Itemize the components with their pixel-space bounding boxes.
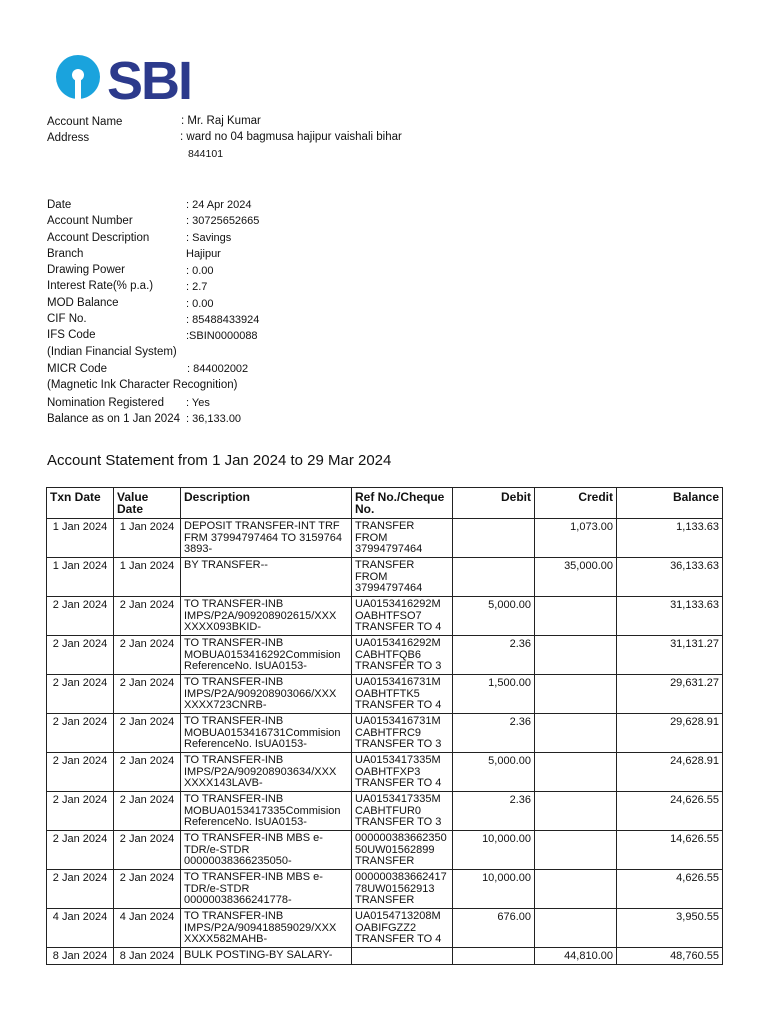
detail-value: : 36,133.00 bbox=[186, 413, 242, 425]
cell-value-date: 4 Jan 2024 bbox=[114, 909, 181, 948]
cell-value-date: 2 Jan 2024 bbox=[114, 636, 181, 675]
cell-txn-date: 2 Jan 2024 bbox=[47, 714, 114, 753]
cell-ref-no: TRANSFER FROM 37994797464 bbox=[352, 519, 453, 558]
cell-description: BULK POSTING-BY SALARY- bbox=[181, 948, 352, 965]
detail-value: : 85488433924 bbox=[186, 314, 260, 326]
cell-txn-date: 2 Jan 2024 bbox=[47, 675, 114, 714]
header-txn-date: Txn Date bbox=[47, 488, 114, 519]
cell-value-date: 2 Jan 2024 bbox=[114, 753, 181, 792]
cell-description: TO TRANSFER-INB MOBUA0153416731Commision ReferenceNo. IsUA0153- bbox=[181, 714, 352, 753]
detail-value: : Savings bbox=[186, 232, 232, 244]
cell-balance: 31,131.27 bbox=[617, 636, 723, 675]
table-row bbox=[47, 870, 723, 909]
table-row bbox=[47, 636, 723, 675]
detail-label: (Indian Financial System) bbox=[47, 346, 177, 358]
cell-balance: 36,133.63 bbox=[617, 558, 723, 597]
detail-label: MICR Code bbox=[47, 363, 108, 375]
detail-label: Date bbox=[47, 199, 72, 211]
cell-debit bbox=[453, 558, 535, 597]
cell-balance: 24,626.55 bbox=[617, 792, 723, 831]
cell-credit bbox=[535, 675, 617, 714]
header-ref-no: Ref No./Cheque No. bbox=[352, 488, 453, 519]
cell-value-date: 2 Jan 2024 bbox=[114, 714, 181, 753]
address-line-1: : ward no 04 bagmusa hajipur vaishali bihar bbox=[180, 131, 402, 143]
detail-value: : 0.00 bbox=[186, 265, 214, 277]
table-row bbox=[47, 948, 723, 965]
cell-description: TO TRANSFER-INB MOBUA0153416292Commision ReferenceNo. IsUA0153- bbox=[181, 636, 352, 675]
cell-description: BY TRANSFER-- bbox=[181, 558, 352, 597]
cell-ref-no: UA0153416731M OABHTFTK5 TRANSFER TO 4 bbox=[352, 675, 453, 714]
table-row bbox=[47, 831, 723, 870]
header-credit: Credit bbox=[535, 488, 617, 519]
cell-credit bbox=[535, 909, 617, 948]
cell-balance: 4,626.55 bbox=[617, 870, 723, 909]
transactions-body bbox=[47, 519, 723, 965]
cell-debit: 5,000.00 bbox=[453, 597, 535, 636]
cell-txn-date: 1 Jan 2024 bbox=[47, 519, 114, 558]
cell-txn-date: 8 Jan 2024 bbox=[47, 948, 114, 965]
cell-description: TO TRANSFER-INB MBS e- TDR/e-STDR 00000038366241778- bbox=[181, 870, 352, 909]
detail-label: Drawing Power bbox=[47, 264, 125, 276]
cell-credit bbox=[535, 597, 617, 636]
cell-value-date: 2 Jan 2024 bbox=[114, 831, 181, 870]
cell-ref-no: UA0153417335M CABHTFUR0 TRANSFER TO 3 bbox=[352, 792, 453, 831]
table-row bbox=[47, 558, 723, 597]
cell-credit bbox=[535, 792, 617, 831]
table-row bbox=[47, 753, 723, 792]
cell-debit: 676.00 bbox=[453, 909, 535, 948]
cell-value-date: 8 Jan 2024 bbox=[114, 948, 181, 965]
cell-balance: 29,628.91 bbox=[617, 714, 723, 753]
detail-value: : 2.7 bbox=[186, 281, 208, 293]
detail-label: Nomination Registered bbox=[47, 397, 164, 409]
cell-value-date: 1 Jan 2024 bbox=[114, 558, 181, 597]
cell-description: TO TRANSFER-INB IMPS/P2A/909208903066/XXX XXXX723CNRB- bbox=[181, 675, 352, 714]
header-balance: Balance bbox=[617, 488, 723, 519]
cell-debit: 5,000.00 bbox=[453, 753, 535, 792]
header-debit: Debit bbox=[453, 488, 535, 519]
cell-ref-no: UA0153416731M CABHTFRC9 TRANSFER TO 3 bbox=[352, 714, 453, 753]
detail-value: :SBIN0000088 bbox=[186, 330, 258, 342]
cell-description: TO TRANSFER-INB MBS e- TDR/e-STDR 00000038366235050- bbox=[181, 831, 352, 870]
statement-title: Account Statement from 1 Jan 2024 to 29 Mar 2024 bbox=[47, 452, 392, 469]
cell-txn-date: 2 Jan 2024 bbox=[47, 753, 114, 792]
detail-label: Account Description bbox=[47, 232, 150, 244]
header-value-date: Value Date bbox=[114, 488, 181, 519]
table-row bbox=[47, 792, 723, 831]
cell-credit: 44,810.00 bbox=[535, 948, 617, 965]
detail-value: : 844002002 bbox=[187, 363, 249, 375]
table-row bbox=[47, 675, 723, 714]
cell-credit bbox=[535, 636, 617, 675]
cell-balance: 3,950.55 bbox=[617, 909, 723, 948]
sbi-logo bbox=[55, 52, 205, 104]
cell-value-date: 1 Jan 2024 bbox=[114, 519, 181, 558]
detail-value: : 24 Apr 2024 bbox=[186, 199, 252, 211]
cell-description: TO TRANSFER-INB MOBUA0153417335Commision ReferenceNo. IsUA0153- bbox=[181, 792, 352, 831]
cell-ref-no: UA0153417335M OABHTFXP3 TRANSFER TO 4 bbox=[352, 753, 453, 792]
detail-label: CIF No. bbox=[47, 313, 87, 325]
cell-debit: 10,000.00 bbox=[453, 870, 535, 909]
cell-txn-date: 2 Jan 2024 bbox=[47, 792, 114, 831]
cell-credit bbox=[535, 831, 617, 870]
cell-value-date: 2 Jan 2024 bbox=[114, 675, 181, 714]
cell-txn-date: 2 Jan 2024 bbox=[47, 636, 114, 675]
cell-credit bbox=[535, 753, 617, 792]
cell-debit: 10,000.00 bbox=[453, 831, 535, 870]
cell-ref-no: UA0153416292M OABHTFSO7 TRANSFER TO 4 bbox=[352, 597, 453, 636]
detail-label: Branch bbox=[47, 248, 84, 260]
detail-value: : 0.00 bbox=[186, 298, 214, 310]
cell-balance: 14,626.55 bbox=[617, 831, 723, 870]
cell-txn-date: 1 Jan 2024 bbox=[47, 558, 114, 597]
cell-ref-no: 000000383662350 50UW01562899 TRANSFER bbox=[352, 831, 453, 870]
cell-ref-no: TRANSFER FROM 37994797464 bbox=[352, 558, 453, 597]
cell-debit: 2.36 bbox=[453, 792, 535, 831]
account-name-value: : Mr. Raj Kumar bbox=[181, 115, 261, 127]
table-row bbox=[47, 714, 723, 753]
detail-value: Hajipur bbox=[186, 248, 221, 260]
table-row bbox=[47, 519, 723, 558]
cell-txn-date: 2 Jan 2024 bbox=[47, 831, 114, 870]
cell-description: DEPOSIT TRANSFER-INT TRF FRM 37994797464 TO 31597643893- bbox=[181, 519, 352, 558]
table-header-row bbox=[47, 488, 723, 519]
cell-txn-date: 4 Jan 2024 bbox=[47, 909, 114, 948]
detail-label: Balance as on 1 Jan 2024 bbox=[47, 413, 180, 425]
cell-value-date: 2 Jan 2024 bbox=[114, 870, 181, 909]
cell-ref-no bbox=[352, 948, 453, 965]
cell-balance: 31,133.63 bbox=[617, 597, 723, 636]
cell-description: TO TRANSFER-INB IMPS/P2A/909208903634/XXX XXXX143LAVB- bbox=[181, 753, 352, 792]
cell-value-date: 2 Jan 2024 bbox=[114, 792, 181, 831]
cell-debit: 2.36 bbox=[453, 714, 535, 753]
address-label: Address bbox=[47, 132, 90, 144]
cell-debit: 2.36 bbox=[453, 636, 535, 675]
cell-ref-no: UA0153416292M CABHTFQB6 TRANSFER TO 3 bbox=[352, 636, 453, 675]
cell-txn-date: 2 Jan 2024 bbox=[47, 870, 114, 909]
cell-debit bbox=[453, 519, 535, 558]
account-name-label: Account Name bbox=[47, 116, 123, 128]
cell-credit: 1,073.00 bbox=[535, 519, 617, 558]
cell-credit bbox=[535, 870, 617, 909]
cell-balance: 29,631.27 bbox=[617, 675, 723, 714]
cell-ref-no: UA0154713208M OABIFGZZ2 TRANSFER TO 4 bbox=[352, 909, 453, 948]
detail-label: MOD Balance bbox=[47, 297, 119, 309]
detail-label: Account Number bbox=[47, 215, 133, 227]
table-row bbox=[47, 909, 723, 948]
detail-label: Interest Rate(% p.a.) bbox=[47, 280, 154, 292]
cell-credit bbox=[535, 714, 617, 753]
sbi-logo-mark bbox=[55, 52, 205, 104]
detail-label: (Magnetic Ink Character Recognition) bbox=[47, 379, 238, 391]
detail-label: IFS Code bbox=[47, 329, 96, 341]
cell-debit bbox=[453, 948, 535, 965]
transactions-table bbox=[46, 487, 723, 965]
logo-wordmark: SBI bbox=[107, 52, 192, 104]
header-description: Description bbox=[181, 488, 352, 519]
cell-balance: 24,628.91 bbox=[617, 753, 723, 792]
cell-balance: 1,133.63 bbox=[617, 519, 723, 558]
cell-credit: 35,000.00 bbox=[535, 558, 617, 597]
detail-value: : Yes bbox=[186, 397, 210, 409]
cell-description: TO TRANSFER-INB IMPS/P2A/909418859029/XXX XXXX582MAHB- bbox=[181, 909, 352, 948]
detail-value: : 30725652665 bbox=[186, 215, 260, 227]
address-line-2: 844101 bbox=[188, 148, 224, 160]
cell-balance: 48,760.55 bbox=[617, 948, 723, 965]
cell-debit: 1,500.00 bbox=[453, 675, 535, 714]
table-row bbox=[47, 597, 723, 636]
cell-description: TO TRANSFER-INB IMPS/P2A/909208902615/XXX XXXX093BKID- bbox=[181, 597, 352, 636]
cell-ref-no: 000000383662417 78UW01562913 TRANSFER bbox=[352, 870, 453, 909]
cell-txn-date: 2 Jan 2024 bbox=[47, 597, 114, 636]
cell-value-date: 2 Jan 2024 bbox=[114, 597, 181, 636]
